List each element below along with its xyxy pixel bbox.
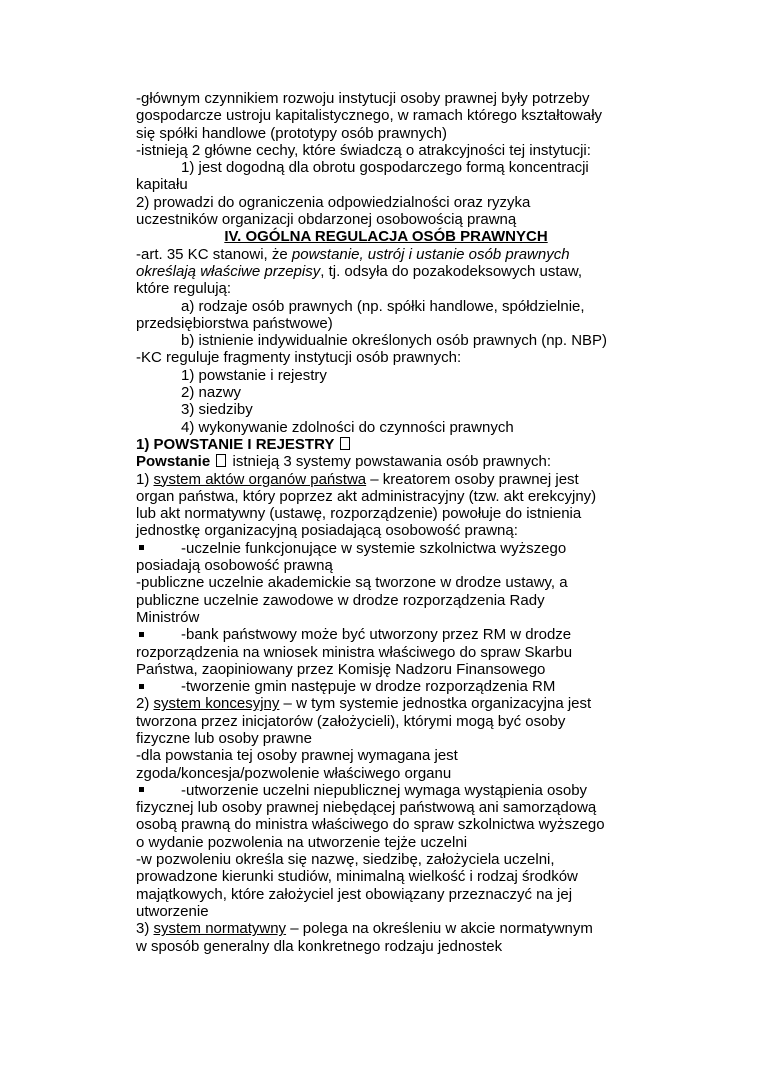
text-line: -publiczne uczelnie akademickie są tworzone w drodze ustawy, a bbox=[136, 574, 568, 592]
text-line: utworzenie bbox=[136, 902, 209, 920]
text-line: -głównym czynnikiem rozwoju instytucji osoby prawnej były potrzeby bbox=[136, 90, 590, 107]
text-line: w sposób generalny dla konkretnego rodzaju jednostek bbox=[136, 937, 503, 955]
bullet-line bbox=[136, 540, 636, 557]
text-line: fizyczne lub osoby prawne bbox=[136, 729, 312, 747]
underlined-term: system koncesyjny bbox=[153, 695, 280, 713]
underlined-term: system aktów organów państwa bbox=[153, 470, 367, 488]
text-line: gospodarcze ustroju kapitalistycznego, w ramach którego kształtowały bbox=[136, 107, 603, 125]
text-line: majątkowych, które założyciel jest obowiązany przeznaczyć na jej bbox=[136, 885, 573, 903]
text-span: , tj. odsyła do pozakodeksowych ustaw, bbox=[320, 262, 583, 280]
text-span: 2) bbox=[136, 695, 154, 713]
underlined-term: system normatywny bbox=[153, 920, 287, 938]
text-line: -dla powstania tej osoby prawnej wymagana jest bbox=[136, 747, 458, 765]
text-line bbox=[136, 471, 636, 488]
text-line bbox=[136, 246, 636, 263]
text-line: a) rodzaje osób prawnych (np. spółki handlowe, spółdzielnie, bbox=[181, 297, 585, 315]
text-line: o wydanie pozwolenia na utworzenie tejże uczelni bbox=[136, 833, 468, 851]
section-heading: IV. OGÓLNA REGULACJA OSÓB PRAWNYCH bbox=[224, 228, 548, 246]
text-span: -uczelnie funkcjonujące w systemie szkolnictwa wyższego bbox=[181, 539, 567, 557]
bullet-icon bbox=[136, 540, 181, 557]
text-line: rozporządzenia na wniosek ministra właściwego do spraw Skarbu bbox=[136, 643, 573, 661]
text-line: fizycznej lub osoby prawnej niebędącej państwową ani samorządową bbox=[136, 799, 597, 817]
text-span: 1) POWSTANIE I REJESTRY bbox=[136, 435, 335, 453]
text-line: osobą prawną do ministra właściwego do spraw szkolnictwa wyższego bbox=[136, 816, 605, 834]
text-line: przedsiębiorstwa państwowe) bbox=[136, 314, 333, 332]
bullet-line bbox=[136, 782, 636, 799]
document-body bbox=[136, 90, 636, 955]
text-line bbox=[136, 453, 636, 470]
text-line: kapitału bbox=[136, 176, 188, 194]
text-line: jednostkę organizacyjną posiadającą osobowość prawną: bbox=[136, 522, 518, 540]
text-line: 2) prowadzi do ograniczenia odpowiedzialności oraz ryzyka bbox=[136, 193, 531, 211]
bullet-line bbox=[136, 626, 636, 643]
text-line: 4) wykonywanie zdolności do czynności prawnych bbox=[181, 418, 514, 436]
text-span: istnieją 3 systemy powstawania osób prawnych: bbox=[228, 453, 552, 471]
text-line: posiadają osobowość prawną bbox=[136, 557, 333, 575]
text-line: które regulują: bbox=[136, 280, 232, 298]
text-line: zgoda/koncesja/pozwolenie właściwego organu bbox=[136, 764, 452, 782]
bold-term: Powstanie bbox=[136, 453, 211, 471]
bullet-icon bbox=[136, 678, 181, 695]
text-line: organ państwa, który poprzez akt administracyjny (tzw. akt erekcyjny) bbox=[136, 487, 597, 505]
text-line: publiczne uczelnie zawodowe w drodze rozporządzenia Rady bbox=[136, 591, 545, 609]
text-span: -bank państwowy może być utworzony przez RM w drodze bbox=[181, 626, 572, 644]
text-span: – w tym systemie jednostka organizacyjna jest bbox=[279, 695, 592, 713]
text-span: -art. 35 KC stanowi, że bbox=[136, 245, 292, 263]
bullet-line bbox=[136, 678, 636, 695]
text-span: -utworzenie uczelni niepublicznej wymaga wystąpienia osoby bbox=[181, 781, 588, 799]
text-line: prowadzone kierunki studiów, minimalną wielkość i rodzaj środków bbox=[136, 868, 578, 886]
text-line: -KC reguluje fragmenty instytucji osób prawnych: bbox=[136, 349, 462, 367]
text-line: się spółki handlowe (prototypy osób prawnych) bbox=[136, 124, 447, 142]
text-line: Państwa, zaopiniowany przez Komisję Nadzoru Finansowego bbox=[136, 660, 546, 678]
italic-quote: określają właściwe przepisy bbox=[136, 262, 321, 280]
italic-quote: powstanie, ustrój i ustanie osób prawnych bbox=[291, 245, 570, 263]
text-line: 1) powstanie i rejestry bbox=[181, 366, 327, 384]
missing-glyph-icon bbox=[216, 454, 226, 467]
text-line: b) istnienie indywidualnie określonych osób prawnych (np. NBP) bbox=[181, 332, 608, 350]
text-line bbox=[136, 920, 636, 937]
text-line bbox=[136, 263, 636, 280]
missing-glyph-icon bbox=[340, 437, 350, 450]
subsection-heading bbox=[136, 436, 636, 453]
text-span: 3) bbox=[136, 920, 154, 938]
text-span: 1) bbox=[136, 470, 154, 488]
text-span: – polega na określeniu w akcie normatywnym bbox=[286, 920, 593, 938]
text-line: lub akt normatywny (ustawę, rozporządzenie) powołuje do istnienia bbox=[136, 505, 582, 523]
text-line: uczestników organizacji obdarzonej osobowością prawną bbox=[136, 211, 517, 229]
bullet-icon bbox=[136, 782, 181, 799]
text-line: Ministrów bbox=[136, 608, 200, 626]
text-span: -tworzenie gmin następuje w drodze rozporządzenia RM bbox=[181, 678, 556, 696]
bullet-icon bbox=[136, 626, 181, 643]
text-line bbox=[136, 695, 636, 712]
text-line: 3) siedziby bbox=[181, 401, 253, 419]
text-span: – kreatorem osoby prawnej jest bbox=[366, 470, 579, 488]
text-line: 1) jest dogodną dla obrotu gospodarczego formą koncentracji bbox=[181, 159, 589, 177]
text-line: -w pozwoleniu określa się nazwę, siedzibę, założyciela uczelni, bbox=[136, 851, 555, 869]
text-line: 2) nazwy bbox=[181, 384, 242, 402]
text-line: tworzona przez inicjatorów (założycieli), którymi mogą być osoby bbox=[136, 712, 566, 730]
text-line: -istnieją 2 główne cechy, które świadczą o atrakcyjności tej instytucji: bbox=[136, 141, 591, 159]
